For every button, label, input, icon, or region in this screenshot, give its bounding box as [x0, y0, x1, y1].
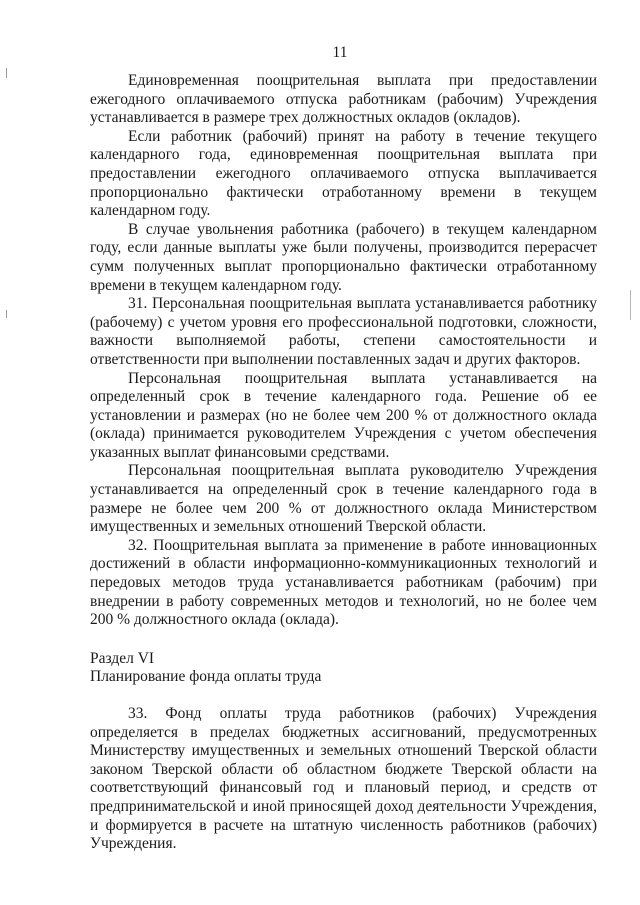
section-title: Планирование фонда оплаты труда	[90, 668, 322, 686]
paragraph: Персональная поощрительная выплата устанавливается на определенный срок в течение календарного года. Решение об ее установлении и размерах (но не более чем 200 % от должностного оклада (оклада) принимается руководителем Учреждения с учетом обеспечения указанных выплат финансовыми средствами.	[90, 369, 597, 461]
paragraph-item-32: 32. Поощрительная выплата за применение в работе инновационных достижений в области информационно-коммуникационных технологий и передовых методов труда устанавливается работникам (рабочим) при внедрении в работу современных методов и технологий, но не более чем 200 % должностного оклада (оклада).	[90, 536, 597, 629]
scan-margin-mark	[6, 68, 7, 78]
document-body	[90, 72, 597, 854]
paragraph: Единовременная поощрительная выплата при предоставлении ежегодного оплачиваемого отпуска работникам (рабочим) Учреждения устанавливается в размере трех должностных окладов (окладов).	[90, 72, 597, 127]
paragraph-item-31: 31. Персональная поощрительная выплата устанавливается работнику (рабочему) с учетом уровня его профессиональной подготовки, сложности, важности выполняемой работы, степени самостоятельности и ответственности при выполнении поставленных задач и других факторов.	[90, 295, 597, 368]
paragraph: Персональная поощрительная выплата руководителю Учреждения устанавливается на определенный срок в течение календарного года в размере не более чем 200 % от должностного оклада Министерством имущественных и земельных отношений Тверской области.	[90, 462, 597, 536]
paragraph: Если работник (рабочий) принят на работу в течение текущего календарного года, единовременная поощрительная выплата при предоставлении ежегодного оплачиваемого отпуска выплачивается пропорционально фактически отработанному времени в текущем календарном году.	[90, 127, 597, 220]
page-number: 11	[332, 44, 348, 61]
section-label: Раздел VI	[90, 649, 155, 667]
scan-margin-mark	[6, 310, 7, 318]
paragraph: В случае увольнения работника (рабочего) в текущем календарном году, если данные выплаты уже были получены, производится перерасчет сумм полученных выплат пропорционально фактически отработанному времени в текущем календарном году.	[90, 220, 597, 294]
paragraph-item-33: 33. Фонд оплаты труда работников (рабочих) Учреждения определяется в пределах бюджетных ассигнований, предусмотренных Министерству имущественных и земельных отношений Тверской области законом Тверской области об областном бюджете Тверской области на соответствующий финансовый год и плановый период, и средств от предпринимательской и иной приносящей доход деятельности Учреждения, и формируется в расчете на штатную численность работников (рабочих) Учреждения.	[90, 705, 597, 853]
scan-margin-mark	[630, 290, 631, 320]
